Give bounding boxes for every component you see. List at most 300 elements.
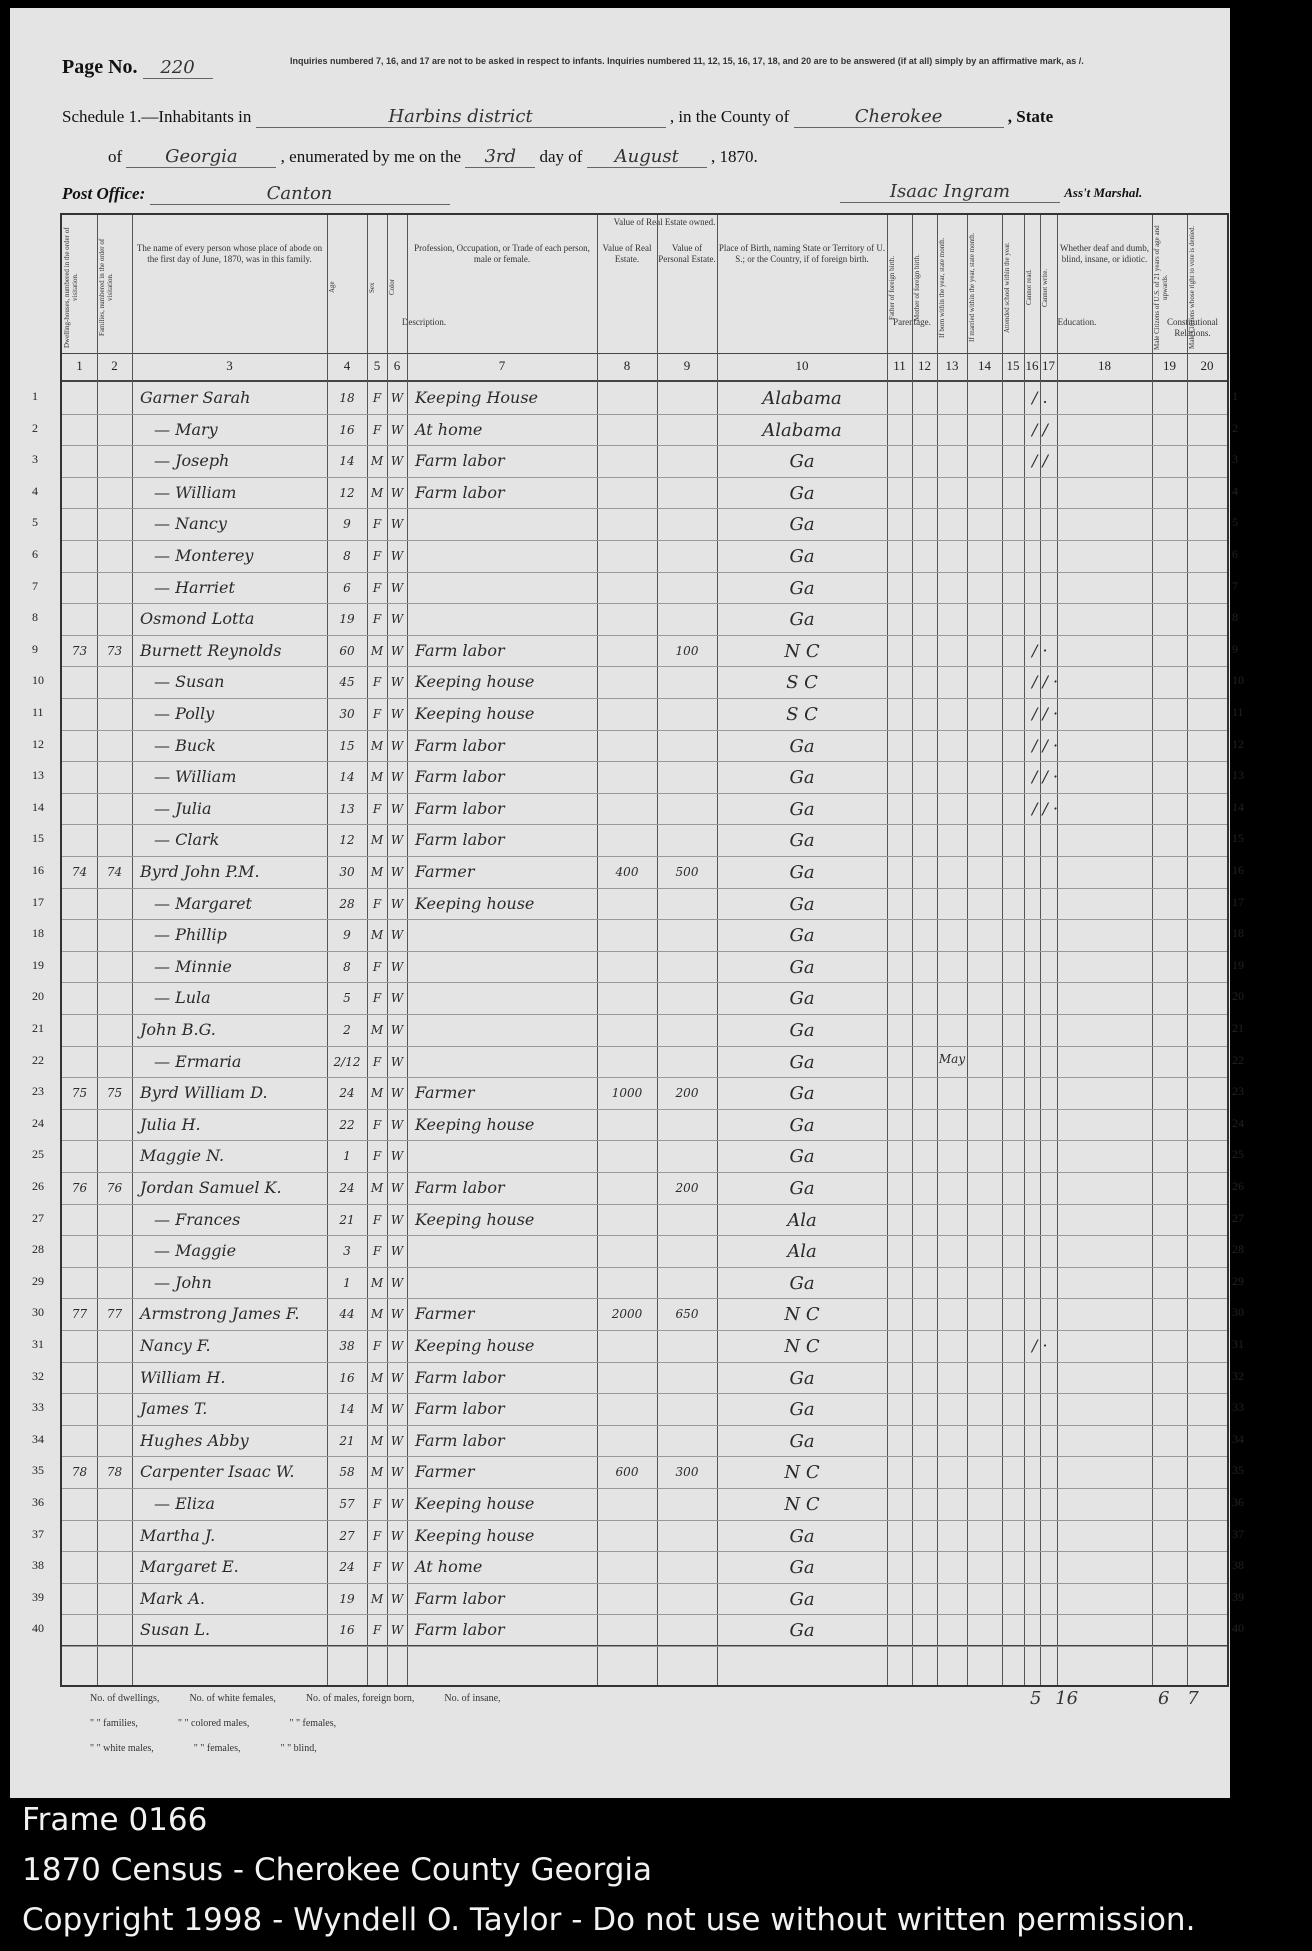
cell-birth: Ga	[789, 767, 815, 789]
cell-color: W	[390, 959, 404, 974]
cell-marks: / / ·	[1032, 735, 1059, 755]
cell-occ: Farm labor	[415, 1367, 505, 1387]
row-number-r: 1	[1232, 389, 1238, 403]
column-number-9: 9	[683, 358, 691, 373]
census-row-35	[62, 1456, 1227, 1488]
group-education: Education.	[1057, 317, 1097, 327]
column-header-2: Families, numbered in the order of visitation.	[98, 238, 114, 337]
cell-color: W	[390, 1623, 404, 1638]
summary-block	[90, 1693, 501, 1754]
row-number-r: 15	[1232, 831, 1244, 846]
cell-occ: Keeping house	[415, 1494, 535, 1513]
cell-birth: Ga	[789, 988, 815, 1010]
cell-marks: / /	[1032, 451, 1048, 471]
column-header-4: Age	[328, 281, 336, 294]
group-constitutional: Constitutional Relations.	[1166, 317, 1218, 338]
cell-occ: At home	[415, 419, 483, 439]
census-row-7	[62, 572, 1227, 604]
cell-age: 30	[339, 707, 355, 721]
cell-age: 16	[339, 422, 355, 437]
cell-birth: Ga	[789, 1146, 815, 1168]
cell-occ: Farmer	[415, 1304, 475, 1324]
cell-birth: Ga	[789, 514, 815, 536]
cell-name: — Nancy	[154, 514, 227, 534]
cell-birth: Ga	[789, 830, 815, 852]
row-number-l: 36	[32, 1495, 44, 1509]
row-number-r: 35	[1232, 1463, 1244, 1478]
cell-color: W	[390, 738, 404, 753]
row-number-r: 39	[1232, 1589, 1244, 1604]
cell-birth: Ga	[789, 1020, 815, 1041]
row-number-r: 30	[1232, 1305, 1244, 1320]
post-office: Canton	[150, 183, 450, 205]
cell-birth: Ga	[789, 1178, 815, 1199]
cell-color: W	[390, 580, 404, 595]
post-office-label: Post Office:	[62, 184, 146, 203]
row-number-l: 35	[32, 1463, 44, 1478]
cell-birth: Ga	[789, 893, 815, 915]
row-number-l: 4	[32, 483, 38, 498]
copyright: Copyright 1998 - Wyndell O. Taylor - Do not use without written permission.	[22, 1902, 1196, 1938]
cell-birth: Alabama	[762, 419, 842, 441]
census-row-23	[62, 1077, 1227, 1109]
cell-name: Burnett Reynolds	[140, 640, 282, 660]
cell-name: — Clark	[154, 830, 220, 850]
cell-sex: F	[372, 1339, 382, 1353]
column-header-6: Color	[388, 279, 396, 296]
row-number-l: 10	[32, 673, 44, 688]
cell-age: 38	[339, 1339, 355, 1353]
row-number-r: 24	[1232, 1115, 1244, 1130]
census-row-14	[62, 793, 1227, 825]
cell-age: 19	[339, 1591, 355, 1606]
cell-birth: N C	[784, 1462, 820, 1484]
cell-color: W	[390, 1528, 404, 1543]
cell-birth: Alabama	[762, 388, 842, 409]
month: August	[587, 146, 707, 168]
cell-color: W	[390, 1591, 404, 1606]
cell-color: W	[390, 1054, 404, 1069]
column-number-7: 7	[498, 358, 506, 373]
cell-color: W	[390, 1023, 404, 1037]
cell-dw: 78	[71, 1465, 88, 1480]
column-number-3: 3	[226, 358, 233, 373]
schedule-label: Schedule 1.—Inhabitants in	[62, 107, 252, 126]
summary-females: " " females,	[289, 1718, 337, 1729]
row-number-l: 14	[32, 799, 44, 814]
cell-fam: 73	[106, 643, 123, 658]
census-row-16	[62, 856, 1227, 888]
cell-birth: Ga	[789, 577, 815, 599]
cell-color: W	[390, 1244, 404, 1259]
column-header-18: Whether deaf and dumb, blind, insane, or idiotic.	[1060, 243, 1149, 264]
cell-re: 2000	[611, 1307, 643, 1322]
cell-fam: 77	[106, 1307, 123, 1322]
row-number-r: 14	[1232, 799, 1244, 814]
row-number-l: 26	[32, 1179, 44, 1193]
cell-sex: M	[370, 1465, 384, 1480]
row-number-r: 37	[1232, 1526, 1244, 1541]
tally-15-16	[1030, 1688, 1078, 1709]
cell-pe: 300	[675, 1465, 699, 1480]
cell-color: W	[390, 928, 404, 943]
row-number-r: 38	[1232, 1558, 1244, 1573]
cell-color: W	[390, 612, 404, 627]
cell-fam: 75	[106, 1086, 123, 1101]
cell-sex: M	[370, 770, 384, 785]
cell-occ: Keeping house	[415, 1209, 535, 1229]
row-number-r: 18	[1232, 926, 1244, 941]
cell-occ: Farm labor	[415, 1178, 505, 1197]
summary-white-females: No. of white females,	[189, 1693, 276, 1704]
cell-birth: Ga	[789, 862, 815, 883]
cell-sex: M	[370, 1307, 384, 1322]
cell-name: William H.	[140, 1367, 226, 1387]
cell-sex: F	[372, 675, 382, 690]
cell-occ: Farm labor	[415, 798, 505, 818]
cell-sex: M	[370, 1275, 384, 1290]
cell-name: Hughes Abby	[140, 1430, 249, 1450]
cell-name: — Minnie	[154, 956, 232, 976]
state: Georgia	[126, 146, 276, 168]
cell-color: W	[390, 991, 404, 1006]
row-number-l: 1	[32, 389, 38, 403]
census-row-10	[62, 666, 1227, 698]
column-header-8: Value of Real Estate.	[602, 243, 652, 264]
row-number-l: 3	[32, 452, 38, 467]
row-number-r: 22	[1232, 1052, 1244, 1067]
census-row-20	[62, 982, 1227, 1014]
cell-m13: May	[938, 1051, 966, 1066]
column-header-19: Male Citizens of U.S. of 21 years of age and upwards.	[1153, 225, 1169, 350]
census-row-31	[62, 1330, 1227, 1362]
cell-occ: Keeping House	[415, 388, 539, 407]
census-row-12	[62, 730, 1227, 762]
row-number-r: 5	[1232, 515, 1238, 530]
cell-birth: N C	[784, 1336, 820, 1357]
cell-sex: M	[370, 1086, 384, 1101]
cell-sex: F	[372, 391, 382, 405]
census-row-38	[62, 1551, 1227, 1583]
cell-sex: F	[372, 1528, 382, 1543]
summary-females-2: " " females,	[193, 1743, 241, 1754]
census-row-36	[62, 1488, 1227, 1520]
cell-name: Armstrong James F.	[140, 1304, 300, 1324]
cell-color: W	[390, 770, 404, 785]
cell-age: 2	[343, 1023, 351, 1037]
cell-occ: Keeping house	[415, 704, 535, 723]
cell-name: Maggie N.	[140, 1146, 225, 1166]
cell-birth: N C	[784, 640, 820, 662]
cell-occ: Farm labor	[415, 451, 505, 471]
column-header-3: The name of every person whose place of abode on the first day of June, 1870, was in this family.	[136, 243, 323, 264]
cell-age: 2/12	[333, 1054, 361, 1069]
cell-age: 27	[339, 1528, 355, 1543]
cell-birth: Ga	[789, 1620, 815, 1642]
cell-sex: M	[370, 1433, 384, 1448]
row-number-l: 12	[32, 736, 44, 751]
cell-age: 15	[339, 738, 355, 753]
cell-name: — Buck	[154, 735, 216, 755]
cell-birth: S C	[786, 704, 818, 725]
cell-name: — Mary	[154, 419, 218, 439]
column-header-5: Sex	[368, 282, 376, 293]
cell-age: 12	[339, 485, 355, 500]
footer-title: 1870 Census - Cherokee County Georgia	[22, 1852, 653, 1888]
cell-name: — Phillip	[154, 925, 227, 945]
of-label: of	[108, 147, 123, 166]
census-row-3	[62, 445, 1227, 477]
row-number-l: 9	[32, 641, 38, 656]
cell-sex: M	[370, 1181, 384, 1195]
cell-age: 14	[339, 770, 355, 785]
summary-dwellings: No. of dwellings,	[90, 1693, 160, 1704]
cell-birth: N C	[784, 1304, 820, 1326]
cell-sex: F	[372, 801, 382, 816]
census-row-40	[62, 1614, 1227, 1646]
summary-insane: No. of insane,	[444, 1693, 501, 1704]
cell-sex: M	[370, 485, 384, 500]
cell-birth: S C	[786, 672, 818, 694]
cell-age: 58	[339, 1465, 355, 1480]
cell-name: Osmond Lotta	[140, 609, 255, 629]
cell-color: W	[390, 1275, 404, 1290]
census-row-22	[62, 1046, 1227, 1078]
cell-sex: F	[372, 422, 382, 437]
row-number-l: 37	[32, 1526, 44, 1541]
cell-name: — Ermaria	[154, 1051, 242, 1071]
cell-birth: Ala	[787, 1209, 817, 1231]
cell-sex: M	[370, 454, 384, 469]
row-number-l: 22	[32, 1052, 44, 1067]
census-row-6	[62, 540, 1227, 572]
row-number-l: 20	[32, 989, 44, 1004]
post-office-line	[62, 183, 450, 205]
column-header-9: Value of Personal Estate.	[658, 243, 716, 264]
row-number-l: 34	[32, 1431, 44, 1446]
census-row-13	[62, 761, 1227, 793]
cell-color: W	[390, 1307, 404, 1322]
row-number-r: 33	[1232, 1400, 1244, 1415]
census-row-11	[62, 698, 1227, 730]
marshal-label: Ass't Marshal.	[1064, 185, 1143, 200]
cell-name: Byrd William D.	[140, 1083, 268, 1103]
cell-age: 16	[339, 1623, 355, 1638]
row-number-l: 15	[32, 831, 44, 846]
cell-birth: Ga	[789, 798, 815, 820]
column-number-17: 17	[1042, 358, 1055, 373]
column-number-2: 2	[111, 358, 118, 373]
census-row-2	[62, 414, 1227, 446]
column-header-10: Place of Birth, naming State or Territory of U. S.; or the Country, if of foreign birth.	[718, 243, 886, 264]
cell-name: — Susan	[154, 672, 225, 692]
column-number-20: 20	[1200, 358, 1214, 373]
cell-sex: F	[372, 1117, 382, 1132]
cell-sex: M	[370, 643, 384, 658]
cell-sex: F	[372, 1244, 382, 1259]
cell-birth: Ga	[789, 925, 815, 947]
row-number-l: 23	[32, 1084, 44, 1099]
row-number-l: 30	[32, 1305, 44, 1320]
census-row-24	[62, 1109, 1227, 1141]
cell-color: W	[390, 1339, 404, 1353]
cell-age: 13	[339, 801, 355, 816]
column-number-18: 18	[1098, 358, 1111, 373]
cell-pe: 200	[675, 1181, 699, 1195]
cell-occ: Farm labor	[415, 735, 505, 755]
census-row-28	[62, 1235, 1227, 1267]
cell-birth: Ga	[789, 482, 815, 504]
cell-birth: Ga	[789, 1051, 815, 1073]
row-number-l: 29	[32, 1273, 44, 1288]
column-header-12: Mother of foreign birth.	[913, 254, 921, 321]
cell-name: Martha J.	[140, 1525, 216, 1545]
row-number-l: 5	[32, 515, 38, 530]
day: 3rd	[465, 146, 535, 168]
cell-occ: Farmer	[415, 1462, 475, 1482]
row-number-r: 25	[1232, 1147, 1244, 1162]
cell-re: 1000	[611, 1086, 643, 1101]
row-number-r: 19	[1232, 957, 1244, 972]
cell-age: 24	[339, 1086, 355, 1101]
cell-color: W	[390, 801, 404, 816]
inquiry-note: Inquiries numbered 7, 16, and 17 are not to be asked in respect to infants. Inquiries numbered 11, 12, 15, 16, 17, 18, and 20 are to be answered (if at all) simply by an affirmative mark, as /.	[290, 56, 1084, 66]
cell-sex: F	[372, 580, 382, 595]
cell-color: W	[390, 1181, 404, 1195]
cell-name: Garner Sarah	[140, 388, 251, 407]
cell-color: W	[390, 1117, 404, 1132]
tally-16: 16	[1055, 1688, 1079, 1709]
row-number-r: 4	[1232, 483, 1238, 498]
cell-name: Jordan Samuel K.	[140, 1178, 282, 1197]
footer	[0, 1795, 1312, 1945]
cell-color: W	[390, 454, 404, 469]
column-number-8: 8	[623, 358, 631, 373]
cell-age: 3	[343, 1244, 351, 1259]
group-parentage: Parentage.	[893, 317, 931, 327]
census-row-34	[62, 1425, 1227, 1457]
census-row-25	[62, 1140, 1227, 1172]
cell-color: W	[390, 485, 404, 500]
tally-19: 6	[1158, 1688, 1170, 1709]
cell-age: 24	[339, 1560, 355, 1575]
cell-sex: F	[372, 1623, 382, 1638]
cell-name: James T.	[140, 1399, 208, 1419]
cell-color: W	[390, 643, 404, 658]
column-number-1: 1	[76, 358, 83, 373]
cell-pe: 650	[675, 1307, 699, 1322]
census-row-1	[62, 382, 1227, 414]
census-row-30	[62, 1298, 1227, 1330]
column-header-1: Dwelling-houses, numbered in the order of visitation.	[63, 227, 79, 348]
cell-name: Julia H.	[140, 1114, 201, 1134]
tally-19-20	[1158, 1688, 1199, 1709]
row-number-l: 18	[32, 926, 44, 941]
census-row-32	[62, 1362, 1227, 1394]
row-number-l: 8	[32, 610, 38, 625]
cell-birth: Ga	[789, 451, 815, 473]
row-number-l: 25	[32, 1147, 44, 1162]
cell-age: 9	[343, 517, 351, 532]
cell-birth: Ga	[789, 1272, 815, 1294]
census-row-19	[62, 951, 1227, 983]
marshal-line	[840, 181, 1142, 203]
census-row-21	[62, 1014, 1227, 1046]
tally-15: 5	[1030, 1688, 1042, 1709]
cell-color: W	[390, 896, 404, 911]
column-header-16: Cannot read.	[1025, 269, 1033, 306]
cell-occ: Farm labor	[415, 1620, 505, 1640]
cell-birth: Ga	[789, 546, 815, 567]
cell-marks: / ·	[1032, 640, 1048, 660]
cell-birth: Ga	[789, 1525, 815, 1547]
cell-sex: F	[372, 991, 382, 1006]
cell-occ: Farm labor	[415, 640, 505, 660]
column-header-17: Cannot write.	[1041, 268, 1049, 307]
census-row-5	[62, 508, 1227, 540]
cell-name: — Polly	[154, 704, 215, 723]
column-header-15: Attended school within the year.	[1003, 242, 1011, 333]
row-number-l: 19	[32, 957, 44, 972]
cell-occ: Farmer	[415, 862, 475, 881]
cell-age: 8	[343, 549, 351, 563]
cell-dw: 74	[71, 865, 88, 879]
cell-name: Carpenter Isaac W.	[140, 1462, 295, 1482]
cell-sex: F	[372, 1054, 382, 1069]
cell-color: W	[390, 1497, 404, 1511]
column-number-10: 10	[795, 358, 809, 373]
cell-name: John B.G.	[140, 1020, 216, 1039]
census-row-37	[62, 1520, 1227, 1552]
cell-sex: M	[370, 1402, 384, 1417]
cell-age: 22	[339, 1117, 355, 1132]
summary-males-foreign: No. of males, foreign born,	[305, 1693, 415, 1704]
column-header-7: Profession, Occupation, or Trade of each person, male or female.	[414, 243, 590, 264]
cell-sex: F	[372, 1560, 382, 1575]
row-number-r: 34	[1232, 1431, 1244, 1446]
cell-age: 12	[339, 833, 355, 848]
cell-birth: Ga	[789, 609, 815, 631]
cell-age: 28	[339, 896, 355, 911]
row-number-l: 24	[32, 1115, 44, 1130]
cell-dw: 76	[71, 1181, 88, 1195]
cell-age: 44	[339, 1307, 355, 1322]
cell-color: W	[390, 865, 404, 879]
cell-name: Susan L.	[140, 1620, 211, 1640]
cell-dw: 73	[71, 643, 88, 658]
row-number-r: 32	[1232, 1368, 1244, 1383]
cell-pe: 100	[675, 643, 699, 658]
row-number-l: 32	[32, 1368, 44, 1383]
cell-birth: Ga	[789, 1557, 815, 1579]
cell-name: — William	[154, 482, 237, 502]
column-header-14: If married within the year, state month.	[968, 232, 976, 343]
row-number-r: 27	[1232, 1210, 1244, 1225]
cell-age: 24	[339, 1181, 355, 1195]
cell-birth: Ga	[789, 956, 815, 978]
cell-marks: / / ·	[1032, 704, 1059, 723]
cell-marks: / / ·	[1032, 767, 1059, 787]
cell-sex: F	[372, 707, 382, 721]
row-number-r: 23	[1232, 1084, 1244, 1099]
cell-marks: / / ·	[1032, 672, 1059, 692]
cell-name: — William	[154, 767, 237, 787]
cell-age: 9	[343, 928, 351, 943]
row-number-r: 3	[1232, 452, 1238, 467]
row-number-r: 2	[1232, 420, 1238, 435]
cell-color: W	[390, 1212, 404, 1227]
cell-birth: Ga	[789, 1399, 815, 1421]
